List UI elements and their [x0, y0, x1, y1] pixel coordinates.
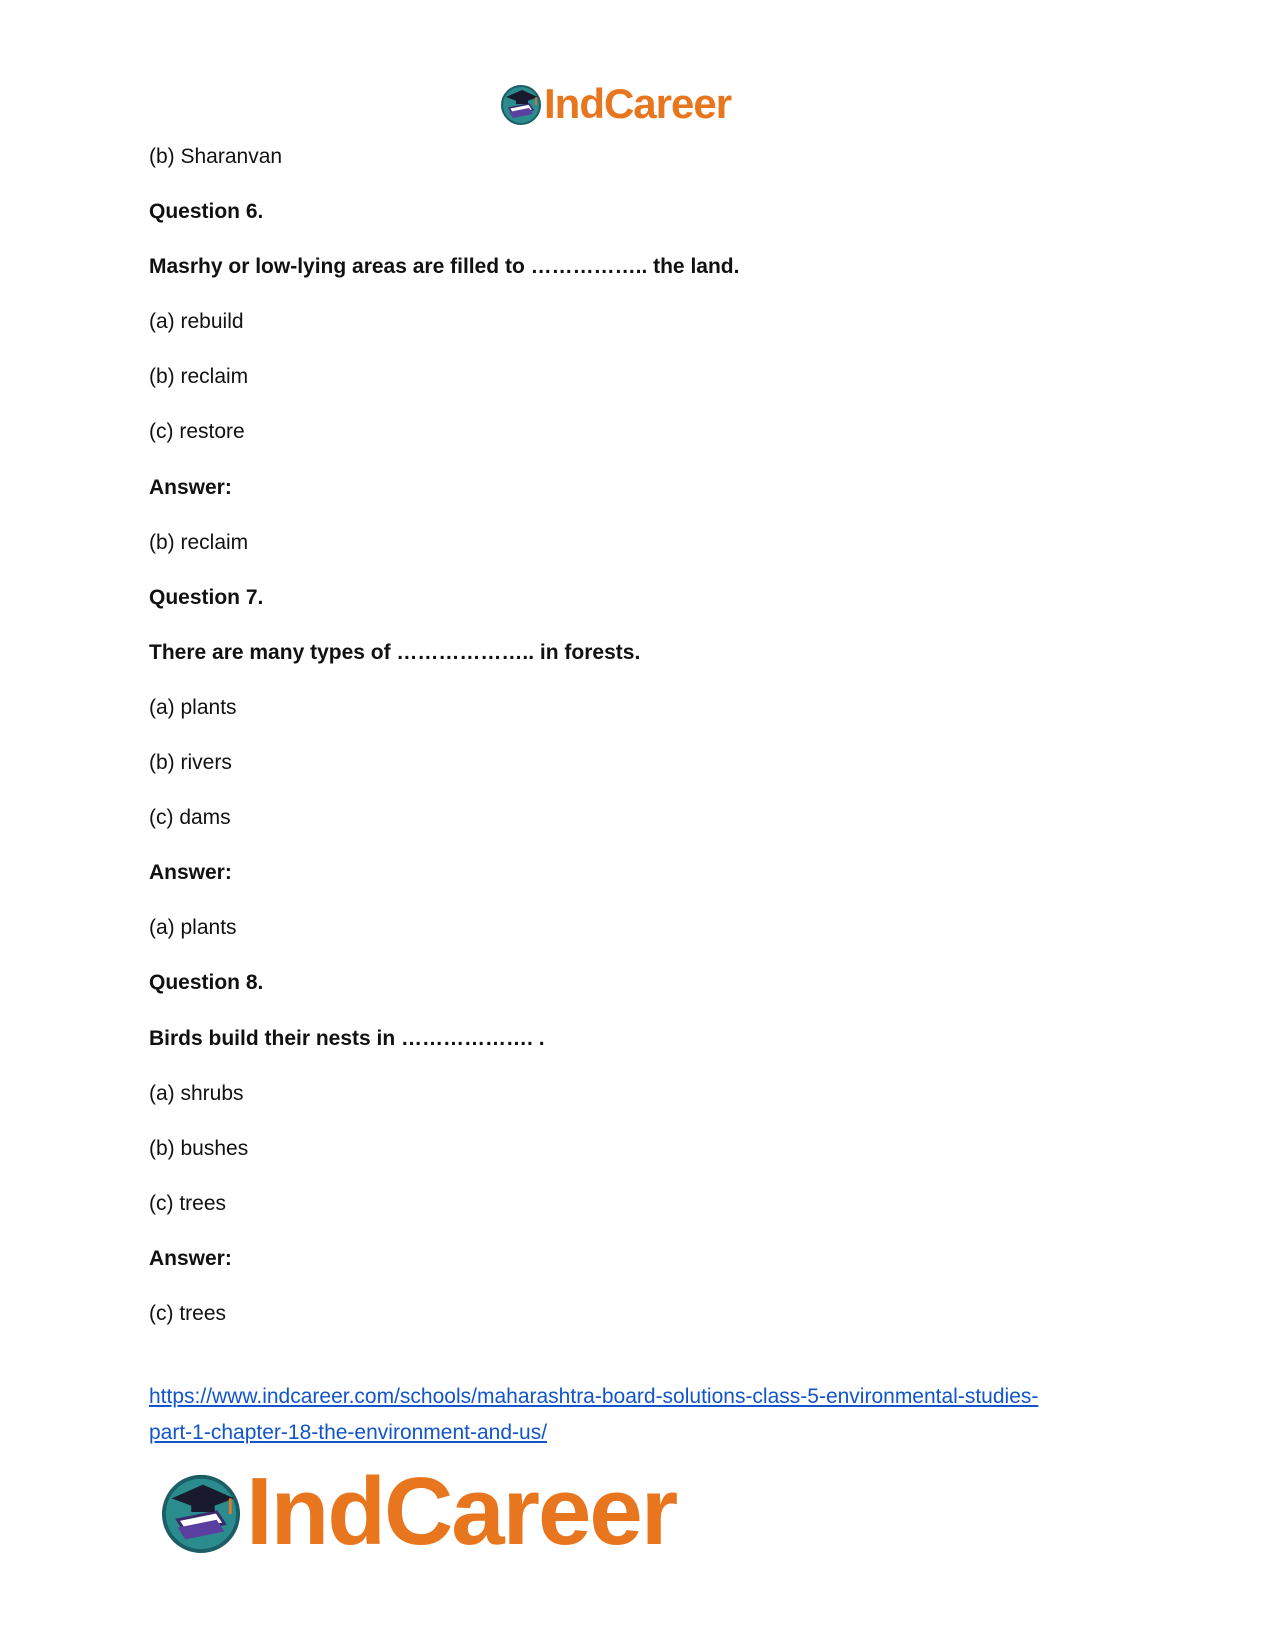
option-text: (c) dams — [149, 806, 231, 830]
logo-wordmark: IndCareer — [246, 1458, 677, 1565]
question-number: Question 6. — [149, 200, 264, 224]
source-link[interactable] — [149, 1385, 1038, 1444]
option-text: (a) plants — [149, 916, 237, 940]
option-text: (c) trees — [149, 1191, 227, 1215]
question-text: Birds build their nests in ………………. . — [149, 1026, 545, 1050]
logo-wordmark: IndCareer — [544, 80, 732, 127]
source-link-line-2: part-1-chapter-18-the-environment-and-us/ — [149, 1421, 548, 1444]
option-text: (b) reclaim — [149, 530, 249, 554]
option-text: (c) restore — [149, 420, 245, 444]
option-text: (b) rivers — [149, 751, 232, 775]
option-text: (b) Sharanvan — [149, 145, 283, 168]
option-text: (a) shrubs — [149, 1081, 244, 1105]
option-text: (c) trees — [149, 1301, 227, 1325]
question-number: Question 7. — [149, 585, 264, 609]
source-link-line-1: https://www.indcareer.com/schools/maharashtra-board-solutions-class-5-environmental-studies- — [149, 1385, 1039, 1408]
source-link-block — [149, 1379, 1139, 1451]
document-body — [149, 144, 1129, 1356]
question-number: Question 8. — [149, 971, 264, 995]
logo-emblem-icon — [160, 1471, 242, 1553]
logo-emblem-icon — [500, 83, 542, 125]
footer-logo — [160, 1458, 677, 1565]
header-logo — [500, 80, 731, 128]
option-text: (a) rebuild — [149, 310, 244, 334]
answer-label: Answer: — [149, 1246, 232, 1270]
question-text: Masrhy or low-lying areas are filled to …………….. the land. — [149, 255, 740, 279]
option-text: (b) reclaim — [149, 365, 249, 389]
option-text: (a) plants — [149, 695, 237, 719]
option-text: (b) bushes — [149, 1136, 249, 1160]
answer-label: Answer: — [149, 475, 232, 499]
question-text: There are many types of ……………….. in forests. — [149, 640, 641, 664]
answer-label: Answer: — [149, 861, 232, 885]
